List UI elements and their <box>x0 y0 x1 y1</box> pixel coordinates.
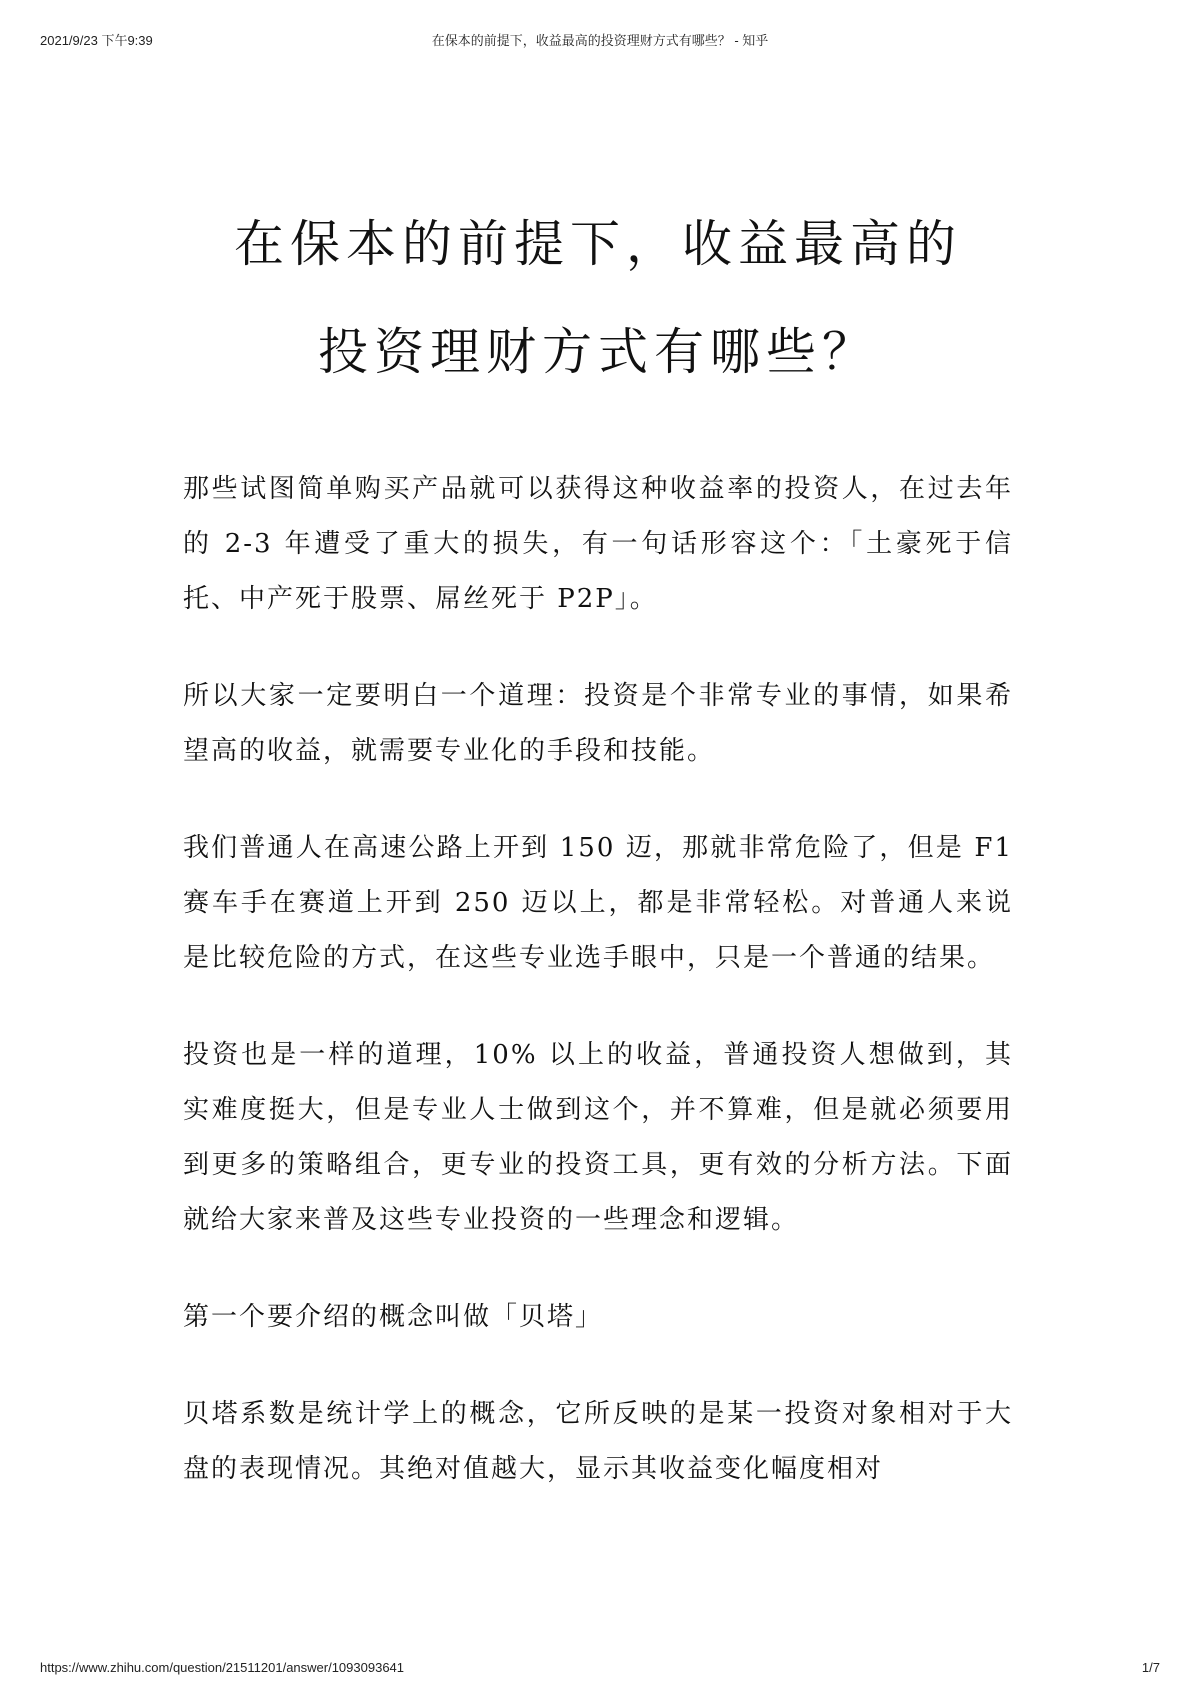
print-datetime: 2021/9/23 下午9:39 <box>40 33 153 48</box>
print-header <box>0 30 1200 48</box>
print-footer <box>0 1660 1200 1678</box>
article <box>183 190 1013 1539</box>
paragraph: 我们普通人在高速公路上开到 150 迈，那就非常危险了，但是 F1 赛车手在赛道上开到 250 迈以上，都是非常轻松。对普通人来说是比较危险的方式，在这些专业选手眼中，只是一个普通的结果。 <box>183 833 1013 973</box>
article-title <box>183 190 1013 406</box>
article-title-line: 投资理财方式有哪些？ <box>318 323 878 381</box>
paragraph: 所以大家一定要明白一个道理：投资是个非常专业的事情，如果希望高的收益，就需要专业化的手段和技能。 <box>183 681 1013 766</box>
print-url: https://www.zhihu.com/question/21511201/answer/1093093641 <box>40 1660 405 1675</box>
section-heading: 第一个要介绍的概念叫做「贝塔」 <box>183 1302 604 1332</box>
print-page-title: 在保本的前提下，收益最高的投资理财方式有哪些？ - 知乎 <box>431 33 769 48</box>
article-title-line: 在保本的前提下，收益最高的 <box>234 215 962 273</box>
paragraph: 那些试图简单购买产品就可以获得这种收益率的投资人，在过去年的 2-3 年遭受了重大的损失，有一句话形容这个：「土豪死于信托、中产死于股票、屌丝死于 P2P」。 <box>183 474 1013 614</box>
paragraph: 贝塔系数是统计学上的概念，它所反映的是某一投资对象相对于大盘的表现情况。其绝对值越大，显示其收益变化幅度相对 <box>183 1399 1013 1484</box>
article-body <box>183 462 1013 1497</box>
paragraph: 投资也是一样的道理，10% 以上的收益，普通投资人想做到，其实难度挺大，但是专业人士做到这个，并不算难，但是就必须要用到更多的策略组合，更专业的投资工具，更有效的分析方法。下面就给大家来普及这些专业投资的一些理念和逻辑。 <box>183 1040 1013 1235</box>
print-page-number: 1/7 <box>1141 1660 1160 1675</box>
